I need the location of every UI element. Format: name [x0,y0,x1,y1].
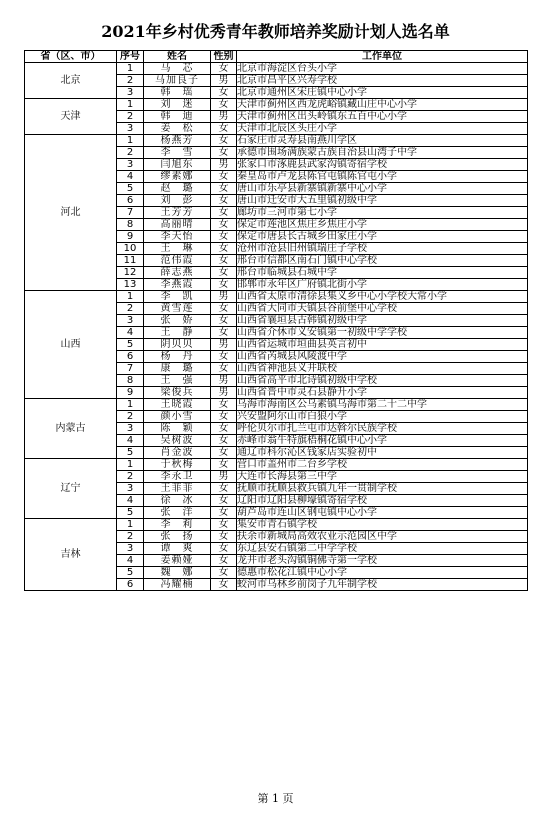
nominee-name: 王晓霞 [144,399,211,411]
work-unit: 唐山市迁安市大五里镇初级中学 [237,195,528,207]
nominee-gender: 女 [211,519,237,531]
document-title: 2021年乡村优秀青年教师培养奖励计划人选名单 [101,22,450,41]
row-number: 4 [117,435,144,447]
nominee-gender: 女 [211,279,237,291]
nominee-gender: 女 [211,147,237,159]
row-number: 2 [117,111,144,123]
nominee-gender: 女 [211,435,237,447]
work-unit: 北京市昌平区兴寿学校 [237,75,528,87]
nominee-name: 姜赖娅 [144,555,211,567]
table-row [25,63,528,75]
nominee-gender: 女 [211,171,237,183]
work-unit: 山西省太原市清徐县集义乡中心小学校大常小学 [237,291,528,303]
work-unit: 保定市莲池区焦庄乡焦庄小学 [237,219,528,231]
work-unit: 邢台市临城县石城中学 [237,267,528,279]
row-number: 5 [117,567,144,579]
work-unit: 集安市青石镇学校 [237,519,528,531]
row-number: 2 [117,411,144,423]
nominee-gender: 女 [211,363,237,375]
nominee-gender: 男 [211,387,237,399]
work-unit: 山西省介休市义安镇第一初级中学学校 [237,327,528,339]
row-number: 6 [117,579,144,591]
row-number: 4 [117,327,144,339]
row-number: 2 [117,147,144,159]
work-unit: 山西省大同市天镇县谷前堡中心学校 [237,303,528,315]
province-cell: 内蒙古 [25,399,117,459]
work-unit: 通辽市科尔沁区钱家店实验初中 [237,447,528,459]
nominee-gender: 男 [211,375,237,387]
nominee-gender: 女 [211,483,237,495]
row-number: 1 [117,519,144,531]
row-number: 9 [117,231,144,243]
nominee-gender: 女 [211,63,237,75]
nominee-gender: 女 [211,315,237,327]
nominee-name: 康 璐 [144,363,211,375]
nominee-name: 吴树波 [144,435,211,447]
nominee-table [24,50,528,591]
row-number: 4 [117,171,144,183]
row-number: 2 [117,471,144,483]
nominee-gender: 女 [211,351,237,363]
nominee-name: 王芳芳 [144,207,211,219]
nominee-name: 冯耀楠 [144,579,211,591]
row-number: 11 [117,255,144,267]
nominee-gender: 女 [211,567,237,579]
nominee-name: 王 静 [144,327,211,339]
row-number: 1 [117,459,144,471]
row-number: 8 [117,219,144,231]
nominee-gender: 女 [211,135,237,147]
table-row [25,99,528,111]
nominee-name: 黄雪莲 [144,303,211,315]
nominee-name: 张 娇 [144,315,211,327]
work-unit: 山西省高平市北诗镇初级中学校 [237,375,528,387]
work-unit: 承德市围场满族蒙古族自治县山湾子中学 [237,147,528,159]
nominee-gender: 女 [211,411,237,423]
work-unit: 大连市长海县第三中学 [237,471,528,483]
nominee-name: 梁俊兵 [144,387,211,399]
work-unit: 廊坊市三河市第七小学 [237,207,528,219]
nominee-name: 张 洋 [144,507,211,519]
work-unit: 石家庄市灵寿县南燕川学区 [237,135,528,147]
row-number: 1 [117,63,144,75]
table-row [25,399,528,411]
nominee-gender: 女 [211,459,237,471]
work-unit: 扶余市新城局高效农业示范园区中学 [237,531,528,543]
nominee-name: 肖金波 [144,447,211,459]
row-number: 1 [117,399,144,411]
nominee-name: 魏 娜 [144,567,211,579]
province-cell: 北京 [25,63,117,99]
nominee-gender: 女 [211,543,237,555]
nominee-name: 李天怡 [144,231,211,243]
nominee-gender: 女 [211,267,237,279]
nominee-name: 徐 冰 [144,495,211,507]
row-number: 9 [117,387,144,399]
work-unit: 唐山市乐亭县新寨镇新寨中心小学 [237,183,528,195]
work-unit: 北京市通州区宋庄镇中心小学 [237,87,528,99]
work-unit: 沧州市沧县旧州镇瑞庄子学校 [237,243,528,255]
nominee-name: 姜 松 [144,123,211,135]
nominee-name: 马加良子 [144,75,211,87]
work-unit: 山西省运城市垣曲县英言初中 [237,339,528,351]
nominee-name: 陈 颖 [144,423,211,435]
nominee-name: 高丽晴 [144,219,211,231]
nominee-name: 李 雪 [144,147,211,159]
province-cell: 吉林 [25,519,117,591]
row-number: 3 [117,123,144,135]
nominee-name: 马 芯 [144,63,211,75]
row-number: 3 [117,315,144,327]
nominee-name: 刘 迷 [144,99,211,111]
row-number: 5 [117,183,144,195]
province-cell: 河北 [25,135,117,291]
row-number: 12 [117,267,144,279]
row-number: 8 [117,375,144,387]
nominee-name: 王菲菲 [144,483,211,495]
nominee-gender: 男 [211,75,237,87]
nominee-name: 王 琳 [144,243,211,255]
nominee-name: 李永卫 [144,471,211,483]
table-header-row [25,51,528,63]
nominee-gender: 女 [211,99,237,111]
nominee-gender: 女 [211,495,237,507]
row-number: 5 [117,339,144,351]
work-unit: 山西省神池县义井联校 [237,363,528,375]
row-number: 4 [117,555,144,567]
nominee-gender: 女 [211,447,237,459]
nominee-gender: 女 [211,183,237,195]
header-work-unit: 工作单位 [237,51,528,63]
work-unit: 兴安盟阿尔山市白狼小学 [237,411,528,423]
province-cell: 辽宁 [25,459,117,519]
row-number: 2 [117,303,144,315]
row-number: 6 [117,195,144,207]
row-number: 1 [117,135,144,147]
row-number: 1 [117,99,144,111]
nominee-gender: 女 [211,219,237,231]
row-number: 7 [117,363,144,375]
nominee-name: 李 莉 [144,519,211,531]
nominee-gender: 女 [211,195,237,207]
nominee-name: 李 凯 [144,291,211,303]
table-row [25,135,528,147]
nominee-name: 于秋梅 [144,459,211,471]
row-number: 3 [117,423,144,435]
table-row [25,291,528,303]
page-number: 第 1 页 [257,792,294,805]
work-unit: 山西省晋中市灵石县静升小学 [237,387,528,399]
nominee-gender: 男 [211,159,237,171]
work-unit: 东辽县安石镇第二中学学校 [237,543,528,555]
work-unit: 营口市盖州市二台乡学校 [237,459,528,471]
row-number: 3 [117,543,144,555]
nominee-gender: 女 [211,399,237,411]
work-unit: 龙井市老头沟镇铜佛寺第一学校 [237,555,528,567]
work-unit: 张家口市涿鹿县武家沟镇寄宿学校 [237,159,528,171]
nominee-name: 王 强 [144,375,211,387]
nominee-gender: 女 [211,207,237,219]
row-number: 2 [117,75,144,87]
nominee-gender: 女 [211,531,237,543]
nominee-gender: 女 [211,507,237,519]
nominee-name: 薛志燕 [144,267,211,279]
header-gender: 性别 [211,51,237,63]
work-unit: 秦皇岛市卢龙县陈官屯镇陈官屯小学 [237,171,528,183]
header-province: 省（区、市） [25,51,117,63]
work-unit: 德惠市松花江镇中心小学 [237,567,528,579]
row-number: 1 [117,291,144,303]
work-unit: 保定市唐县长古城乡田家庄小学 [237,231,528,243]
nominee-name: 李燕霞 [144,279,211,291]
nominee-name: 杨 丹 [144,351,211,363]
nominee-gender: 女 [211,579,237,591]
header-name: 姓名 [144,51,211,63]
table-row [25,519,528,531]
province-cell: 天津 [25,99,117,135]
work-unit: 邯郸市永年区广府镇北街小学 [237,279,528,291]
nominee-gender: 女 [211,255,237,267]
nominee-name: 刘 彭 [144,195,211,207]
row-number: 5 [117,507,144,519]
nominee-gender: 女 [211,423,237,435]
row-number: 13 [117,279,144,291]
nominee-name: 杨燕芳 [144,135,211,147]
work-unit: 山西省芮城县风陵渡中学 [237,351,528,363]
table-body [25,63,528,591]
work-unit: 乌海市海南区公乌素镇乌海市第二十二中学 [237,399,528,411]
work-unit: 北京市海淀区台头小学 [237,63,528,75]
nominee-name: 谭 爽 [144,543,211,555]
nominee-name: 韩 瑶 [144,87,211,99]
work-unit: 抚顺市抚顺县救兵镇九年一贯制学校 [237,483,528,495]
nominee-gender: 女 [211,243,237,255]
work-unit: 呼伦贝尔市扎兰屯市达斡尔民族学校 [237,423,528,435]
work-unit: 辽阳市辽阳县柳壕镇寄宿学校 [237,495,528,507]
nominee-gender: 女 [211,303,237,315]
nominee-name: 颜小雪 [144,411,211,423]
nominee-name: 赵 璐 [144,183,211,195]
nominee-gender: 男 [211,339,237,351]
province-cell: 山西 [25,291,117,399]
row-number: 3 [117,159,144,171]
header-number: 序号 [117,51,144,63]
row-number: 3 [117,87,144,99]
nominee-name: 阴贝贝 [144,339,211,351]
nominee-name: 韩 迪 [144,111,211,123]
row-number: 7 [117,207,144,219]
nominee-name: 闫旭东 [144,159,211,171]
nominee-name: 缪素娜 [144,171,211,183]
nominee-gender: 女 [211,87,237,99]
row-number: 5 [117,447,144,459]
work-unit: 邢台市信都区南石门镇中心学校 [237,255,528,267]
nominee-name: 范伟霞 [144,255,211,267]
row-number: 6 [117,351,144,363]
table-row [25,459,528,471]
work-unit: 天津市北辰区头庄小学 [237,123,528,135]
work-unit: 蛟河市乌林乡前岗子九年制学校 [237,579,528,591]
nominee-name: 张 扬 [144,531,211,543]
work-unit: 葫芦岛市连山区钢屯镇中心小学 [237,507,528,519]
work-unit: 天津市蓟州区西龙虎峪镇藏山庄中心小学 [237,99,528,111]
nominee-gender: 男 [211,471,237,483]
work-unit: 赤峰市翁牛特旗梧桐花镇中心小学 [237,435,528,447]
nominee-gender: 女 [211,555,237,567]
nominee-gender: 女 [211,231,237,243]
nominee-gender: 女 [211,123,237,135]
work-unit: 天津市蓟州区出头岭镇东五百中心小学 [237,111,528,123]
nominee-gender: 男 [211,111,237,123]
nominee-gender: 女 [211,327,237,339]
row-number: 4 [117,495,144,507]
nominee-gender: 男 [211,291,237,303]
work-unit: 山西省襄垣县古韩镇初级中学 [237,315,528,327]
row-number: 10 [117,243,144,255]
row-number: 3 [117,483,144,495]
row-number: 2 [117,531,144,543]
